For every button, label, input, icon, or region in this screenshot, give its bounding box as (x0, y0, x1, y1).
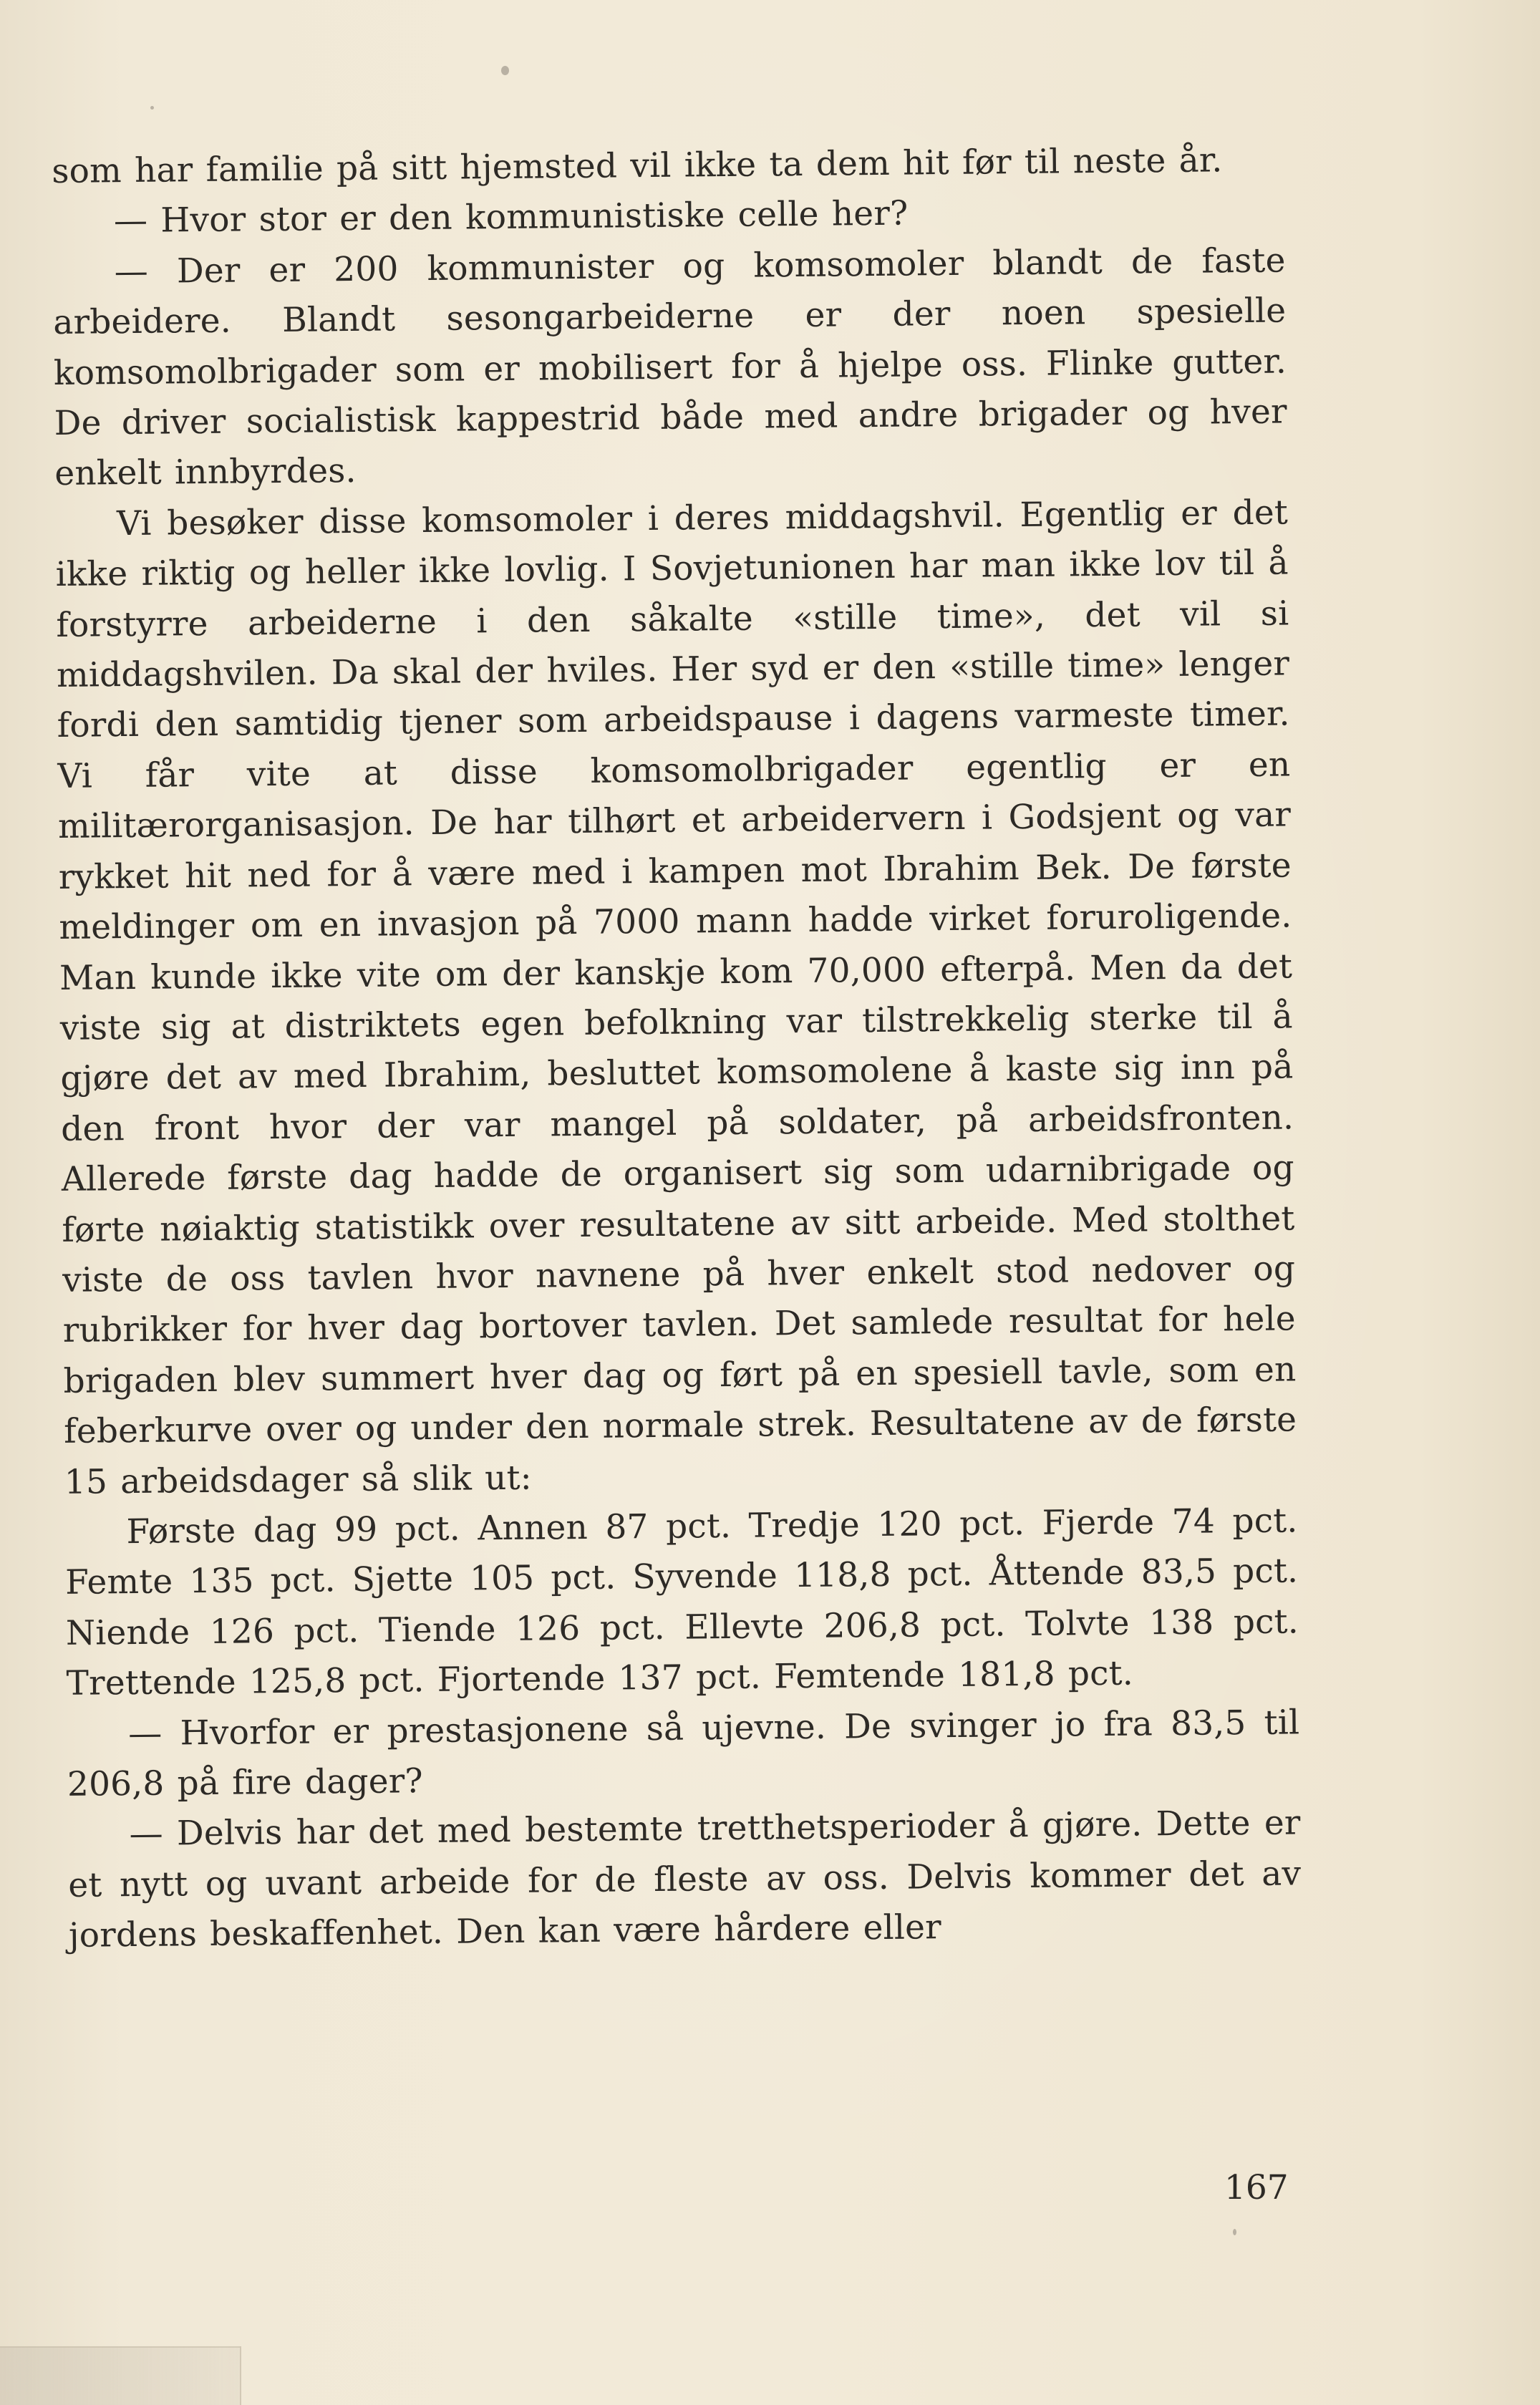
paragraph: — Hvor stor er den kommunistiske celle her? (113, 193, 909, 241)
paper-speck (1233, 2229, 1236, 2235)
paragraph: — Hvorfor er prestasjonene så ujevne. De svinger jo fra 83,5 til 206,8 på fire dager? (67, 1702, 1300, 1804)
body-text (52, 135, 1302, 1961)
page-number: 167 (1224, 2168, 1289, 2207)
paragraph: som har familie på sitt hjemsted vil ikke ta dem hit før til neste år. (52, 140, 1223, 191)
paragraph: Første dag 99 pct. Annen 87 pct. Tredje 120 pct. Fjerde 74 pct. Femte 135 pct. Sjette 105 pct. Syvende 118,8 pct. Åttende 83,5 pct. Niende 126 pct. Tiende 126 pct. Ellevte 206,8 pct. Tolvte 138 pct. Trettende 125,8 pct. Fjortende 137 pct. Femtende 181,8 pct. (64, 1501, 1299, 1704)
paper-speck (150, 106, 154, 110)
paragraph: — Der er 200 kommunister og komsomoler blandt de faste arbeidere. Blandt sesongarbeiderne er der noen spesielle komsomolbrigader som er mobilisert for å hjelpe oss. Flinke gutter. De driver socialistisk kappestrid både med andre brigader og hver enkelt innbyrdes. (53, 241, 1287, 494)
paper-speck (501, 66, 509, 75)
paragraph: Vi besøker disse komsomoler i deres middagshvil. Egentlig er det ikke riktig og heller ikke lovlig. I Sovjetunionen har man ikke lov til å forstyrre arbeiderne i den såkalte «stille time», det vil si middagshvilen. Da skal der hviles. Her syd er den «stille time» lenger fordi den samtidig tjener som arbeidspause i dagens varmeste timer. Vi får vite at disse komsomolbrigader egentlig er en militærorganisasjon. De har tilhørt et arbeidervern i Godsjent og var rykket hit ned for å være med i kampen mot Ibrahim Bek. De første meldinger om en invasjon på 7000 mann hadde virket foruroligende. Man kunde ikke vite om der kanskje kom 70,000 efterpå. Men da det viste sig at distriktets egen befolkning var tilstrekkelig sterke til å gjøre det av med Ibrahim, besluttet komsomolene å kaste sig inn på den front hvor der var mangel på soldater, på arbeidsfronten. Allerede første dag hadde de organisert sig som udarnibrigade og førte nøiaktig statistikk over resultatene av sitt arbeide. Med stolthet viste de oss tavlen hvor navnene på hver enkelt stod nedover og rubrikker for hver dag bortover tavlen. Det samlede resultat for hele brigaden blev summert hver dag og ført på en spesiell tavle, som en feberkurve over og under den normale strek. Resultatene av de første 15 arbeidsdager så slik ut: (55, 493, 1297, 1502)
paragraph: — Delvis har det med bestemte tretthetsperioder å gjøre. Dette er et nytt og uvant arbeide for de fleste av oss. Delvis kommer det av jordens beskaffenhet. Den kan være hårdere eller (68, 1803, 1302, 1956)
scan-edge-shadow (0, 2346, 241, 2405)
